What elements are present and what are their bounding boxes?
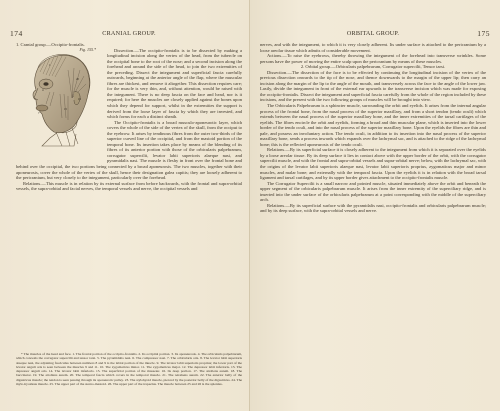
left-paragraph-relations: Relations.—This muscle is in relation by its external surface from before backwards, with the frontal and supra-orbital vessels, the supra-orbital and facial nerves, the temporal vessels and nerve, the occipital vessels and: [16, 180, 242, 192]
left-page-number: 174: [10, 29, 23, 38]
left-paragraph-occipito-frontalis: The Occipito-frontalis is a broad musculo-aponeurotic layer, which covers the whole of the side of the vertex of the skull, from the occiput to the eyebrow. It arises by tendinous fibres from the outer two-thirds of the superior curved line of the occipital, and from the mastoid portion of the temporal bone. Its insertion takes place by means of the blending of its fibres of its anterior portion with those of the orbicularis palpebrarum, corrugator supercilii, levator labii superioris alaeque nasi, and pyramidalis nasi. The muscle is fleshy in front over the frontal bone and behind over the occipital, the two portions being connected by a broad aponeurosis. The two muscles, together with their aponeurosis, cover the whole of the vertex of the skull, hence their designation galea capitis; they are loosely adherent to the pericranium, but very closely to the integument, particularly over the forehead.: [16, 119, 242, 181]
right-page: [250, 0, 500, 411]
svg-text:15: 15: [64, 106, 67, 111]
right-page-header: [250, 30, 500, 37]
right-paragraph-actions: Actions.—To raise the eyebrows, thereby throwing the integument of the forehead into transverse wrinkles. Some persons have the power of moving the entire scalp upon the pericranium by means of these muscles.: [260, 53, 486, 64]
svg-text:7: 7: [38, 110, 40, 115]
section-heading-orbital: 2. Orbital group.—Orbicularis palpebrarum, Corrugator supercilii, Tensor tarsi.: [300, 64, 446, 70]
svg-text:1: 1: [49, 62, 51, 67]
svg-text:19: 19: [78, 96, 81, 101]
right-paragraph-relations-corrugator: Relations.—By its superficial surface with the pyramidalis nasi, occipito-frontalis and orbicularis palpebrarum muscle; and by its deep surface, with the supra-orbital vessels and nerve.: [260, 202, 486, 214]
right-paragraph-corrugator: The Corrugator Supercilii is a small narrow and pointed muscle, situated immediately above the orbit and beneath the upper segment of the orbicularis palpebrarum muscle. It arises from the inner extremity of the superciliary ridge, and is inserted into the under surface of the orbicularis palpebrarum at a point corresponding with the middle of the superciliary arch.: [260, 180, 486, 203]
right-running-head: ORBITAL GROUP.: [346, 30, 400, 37]
right-paragraph-continuation: nerves, and with the integument, to which it is very closely adherent. Its under surface is attached to the pericranium by a loose areolar tissue which admits of considerable movement.: [260, 42, 486, 53]
right-page-body: [260, 42, 486, 214]
figure-footnote: * The muscles of the head and face. 1. The frontal portion of the occipito-frontalis. 2. Its occipital portion. 3. Its aponeurosis. 4. The orbicularis palpebrarum, which conceals the corrugator supercilii and tensor tarsi. 5. The pyramidalis nasi. 6. The compressor nasi. 7. The orbicularis oris. 8. The levator labii superioris alaeque nasi, the adjoining fasciculus between numbers 8 and 9 is the labial portion of the muscle. 9. The levator labii superioris proprius; the lower part of the levator anguli oris is seen between the muscles 9 and 11. 10. The zygomaticus minor. 11. The zygomaticus major. 12. The depressor labii inferioris. 13. The depressor anguli oris. 14. The levator labii inferioris. 15. The superficial portion of the masseter. 16. Its deep portion. 17. The attollens aurem. 18. The buccinator. 19. The attollens aurem. 20. The temporal fascia which covers in the temporal muscle. 21. The retrahens aurem. 22. The anterior belly of the digastricus muscle; the tendon is seen passing through its aponeurotic pulley. 23. The stylohyoid muscle, pierced by the posterior belly of the digastricus. 24. The mylo-hyoideus muscle. 25. The upper part of the sterno-mastoid. 26. The upper part of the trapezius. The muscle between 25 and 26 is the splenius.: [16, 352, 242, 387]
left-running-head: CRANIAL GROUP.: [102, 30, 156, 37]
head-muscles-illustration: [16, 48, 102, 148]
right-paragraph-orbicularis: The Orbicularis Palpebrarum is a sphincter muscle, surrounding the orbit and eyelids. It arises from the internal angular process of the frontal bone, from the nasal process of the superior maxillary, and from a short tendon (tendo oculi) which extends between the nasal process of the superior maxillary bone, and the inner extremities of the tarsal cartilages of the eyelids. The fibres encircle the orbit and eyelids, forming a broad and thin muscular plane, which is inserted into the lower border of the tendo oculi, and into the nasal process of the superior maxillary bone. Upon the eyelids the fibres are thin and pale, and possess an involuntary action. The tendo oculi, in addition to its insertion into the nasal process of the superior maxillary bone, sends a process inwards which expands over the lachrymal sac, and is attached to the ridge of the lachrymal bone; this is the reflected aponeurosis of the tendo oculi.: [260, 103, 486, 147]
figure-head-muscles: [16, 48, 102, 158]
left-page-header: [0, 30, 250, 37]
section-heading-cranial: 1. Cranial group.—Occipito-frontalis.: [16, 42, 85, 47]
right-paragraph-dissection: Dissection.—The dissection of the face is to be effected by continuing the longitudinal incision of the vertex of the previous dissection onwards to the tip of the nose, and thence downwards to the margin of the upper lip; then carry an incision along the margin of the lip to the angle of the mouth, and transversely across the face to the angle of the lower jaw. Lastly, divide the integument in front of the external ear upwards to the transverse incision which was made for exposing the occipito-frontalis. Dissect the integument and superficial fascia carefully from the whole of the region included by these incisions, and the present with the two following groups of muscles will be brought into view.: [260, 69, 486, 103]
left-footnotes: [16, 352, 242, 386]
left-page-body: [16, 42, 242, 192]
left-paragraph-dissection: Dissection.—The occipito-frontalis is to be dissected by making a longitudinal incision along the vertex of the head, from the tubercle on the occipital bone to the root of the nose; and a second incision along the forehead and around the side of the head, to join the two extremities of the preceding. Dissect the integument and superficial fascia carefully outwards, beginning at the anterior angle of the flap, where the muscular fibres are thickest, and remove it altogether. This dissection requires care; for the muscle is very thin, and, without attention, would be raised with the integument. There is no deep fascia on the face and head, nor is it required; for here the muscles are closely applied against the bones upon which they depend for support, whilst in the extremities the support is derived from the loose layer of fascia by which they are invested, and which forms for each a distinct sheath.: [107, 47, 242, 120]
right-paragraph-relations-orbicularis: Relations.—By its superficial surface it is closely adherent to the integument from which it is separated over the eyelids by a loose areolar tissue. By its deep surface it lies in contact above with the upper border of the orbit, with the corrugator supercilii muscle, and with the frontal and supra-orbital vessels and supra-orbital nerve; below, with the lachrymal sac, with the origins of the levator labii superioris alaeque nasi, levator labii superioris proprius, zygomaticus major and minor muscles, and malar bone; and externally with the temporal fascia. Upon the eyelids it is in relation with the broad tarsal ligament and tarsal cartilages, and by its upper border gives attachment to the occipito-frontalis muscle.: [260, 147, 486, 181]
right-page-number: 175: [477, 29, 490, 38]
svg-text:4: 4: [42, 87, 44, 92]
figure-label: Fig. 155.*: [79, 46, 96, 52]
svg-text:20: 20: [76, 76, 79, 81]
